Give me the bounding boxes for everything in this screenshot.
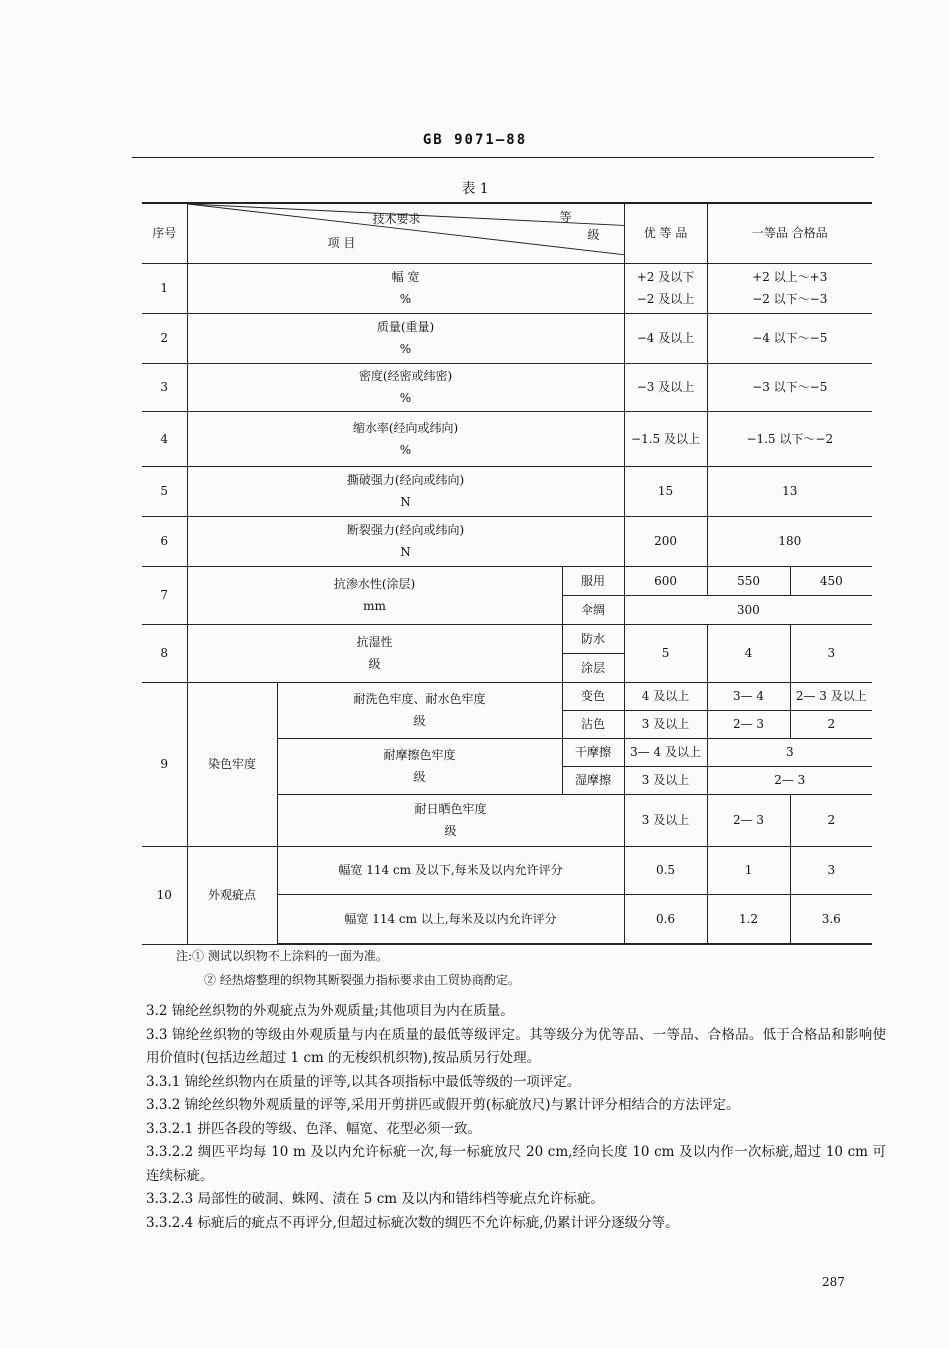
row-item-name: 耐摩擦色牢度 — [383, 748, 456, 762]
row-value: 5 — [624, 624, 707, 682]
row-item — [277, 682, 562, 738]
row-group: 外观疵点 — [187, 846, 277, 944]
row-other — [707, 263, 872, 313]
row-subitem: 沾色 — [562, 710, 624, 738]
row-seq: 10 — [142, 846, 187, 944]
head-tech: 技术要求 — [372, 212, 421, 226]
header-rule — [132, 157, 874, 158]
table-row — [142, 566, 872, 595]
row-value: 2— 3 — [707, 766, 872, 794]
paragraph: 3.3.2.1 拼匹各段的等级、色泽、幅宽、花型必须一致。 — [146, 1120, 482, 1137]
row-item-name: 质量(重量) — [376, 320, 435, 334]
row-seq: 2 — [142, 313, 187, 363]
table-row — [142, 624, 872, 653]
row-value: 0.6 — [624, 894, 707, 944]
row-item: 幅宽 114 cm 及以下,每米及以内允许评分 — [277, 846, 624, 894]
head-diagonal — [187, 203, 624, 263]
row-other-line: +2 以上～+3 — [752, 270, 828, 284]
paragraph: 3.3 锦纶丝织物的等级由外观质量与内在质量的最低等级评定。其等级分为优等品、一等品、合格品。低于合格品和影响使用价值时(包括边丝超过 1 cm 的无梭织机织物),按品质另行处理。 — [146, 1026, 886, 1066]
row-value: 2— 3 及以上 — [790, 682, 872, 710]
row-excellent — [624, 263, 707, 313]
row-item-name: 撕破强力(经向或纬向) — [346, 473, 465, 487]
row-item-name: 抗渗水性(涂层) — [333, 577, 416, 591]
row-subitem: 湿摩擦 — [562, 766, 624, 794]
row-item — [187, 516, 624, 566]
row-value: 3.6 — [790, 894, 872, 944]
body-text — [146, 1000, 886, 1235]
note-line: 注:① 测试以织物不上涂料的一面为准。 — [176, 949, 388, 963]
row-value: 550 — [707, 566, 790, 595]
table-row — [142, 313, 872, 363]
row-seq: 7 — [142, 566, 187, 624]
row-excellent: 15 — [624, 466, 707, 516]
table-row — [142, 363, 872, 411]
row-group: 染色牢度 — [187, 682, 277, 846]
row-value: 3 及以上 — [624, 766, 707, 794]
row-subitem: 干摩擦 — [562, 738, 624, 766]
row-item-name: 幅 宽 — [391, 270, 420, 284]
row-value: 3 及以上 — [624, 710, 707, 738]
head-item: 项 目 — [327, 236, 356, 250]
row-value: 3 — [790, 846, 872, 894]
row-item-name: 缩水率(经向或纬向) — [352, 420, 459, 435]
row-value: 3 — [790, 624, 872, 682]
row-seq: 6 — [142, 516, 187, 566]
row-item-unit: % — [399, 442, 412, 457]
row-item — [187, 363, 624, 411]
row-other: −1.5 以下～−2 — [707, 411, 872, 466]
row-value: 450 — [790, 566, 872, 595]
row-value: 2— 3 — [707, 794, 790, 846]
row-other: −4 以下～−5 — [707, 313, 872, 363]
row-value: 4 及以上 — [624, 682, 707, 710]
row-item-name: 断裂强力(经向或纬向) — [346, 523, 465, 537]
row-item-unit: % — [399, 342, 412, 356]
row-item-unit: 级 — [413, 714, 426, 728]
row-seq: 4 — [142, 411, 187, 466]
row-excellent: −4 及以上 — [624, 313, 707, 363]
table-head-row — [142, 203, 872, 263]
row-subitem: 变色 — [562, 682, 624, 710]
row-seq: 5 — [142, 466, 187, 516]
row-item-unit: 级 — [368, 657, 381, 671]
row-value: 0.5 — [624, 846, 707, 894]
row-item-name: 密度(经密或纬密) — [358, 369, 453, 383]
row-item-name: 耐洗色牢度、耐水色牢度 — [353, 692, 486, 706]
table-row — [142, 263, 872, 313]
head-grade-top: 等 — [559, 210, 572, 224]
table-row — [142, 466, 872, 516]
row-item-name: 抗湿性 — [356, 635, 393, 649]
row-value: 4 — [707, 624, 790, 682]
row-subitem: 涂层 — [562, 653, 624, 682]
row-value: 3— 4 — [707, 682, 790, 710]
row-value: 1.2 — [707, 894, 790, 944]
row-item — [187, 624, 562, 682]
row-item-unit: % — [399, 292, 412, 306]
table-row — [142, 682, 872, 710]
head-first-qualified: 一等品 合格品 — [707, 203, 872, 263]
row-seq: 3 — [142, 363, 187, 411]
standard-code: GB 9071—88 — [422, 132, 528, 148]
row-value: 3 及以上 — [624, 794, 707, 846]
row-other: 180 — [707, 516, 872, 566]
table-caption: 表 1 — [461, 181, 489, 197]
row-item-unit: N — [400, 545, 411, 559]
row-item — [277, 738, 562, 794]
spec-table — [142, 202, 872, 945]
row-item — [187, 313, 624, 363]
row-item — [187, 566, 562, 624]
table-row — [142, 411, 872, 466]
paragraph: 3.3.2 锦纶丝织物外观质量的评等,采用开剪拼匹或假开剪(标疵放尺)与累计评分相结合的方法评定。 — [146, 1097, 740, 1113]
row-item-unit: mm — [363, 599, 386, 613]
paragraph: 3.3.2.3 局部性的破洞、蛛网、渍在 5 cm 及以内和错纬档等疵点允许标疵。 — [146, 1191, 604, 1207]
head-excellent: 优 等 品 — [624, 203, 707, 263]
page-number: 287 — [822, 1275, 845, 1289]
row-item — [187, 466, 624, 516]
row-value: 2 — [790, 794, 872, 846]
row-item-unit: 级 — [444, 824, 457, 838]
row-value: 1 — [707, 846, 790, 894]
row-seq: 8 — [142, 624, 187, 682]
row-value: 3 — [707, 738, 872, 766]
row-value: 600 — [624, 566, 707, 595]
row-excellent-line: −2 及以上 — [636, 292, 695, 306]
row-value: 2— 3 — [707, 710, 790, 738]
row-other: −3 以下～−5 — [707, 363, 872, 411]
row-excellent: −1.5 及以上 — [624, 411, 707, 466]
row-excellent: −3 及以上 — [624, 363, 707, 411]
row-item: 幅宽 114 cm 以上,每米及以内允许评分 — [277, 894, 624, 944]
row-value: 2 — [790, 710, 872, 738]
row-item — [187, 411, 624, 466]
head-seq: 序号 — [142, 203, 187, 263]
paragraph: 3.2 锦纶丝织物的外观疵点为外观质量;其他项目为内在质量。 — [146, 1003, 514, 1019]
row-excellent: 200 — [624, 516, 707, 566]
head-grade-bottom: 级 — [587, 228, 600, 242]
row-item-unit: N — [400, 495, 411, 509]
row-item-unit: % — [399, 391, 412, 405]
row-item-name: 耐日晒色牢度 — [414, 802, 487, 816]
row-excellent-line: +2 及以下 — [636, 270, 695, 284]
table-row — [142, 846, 872, 894]
row-item — [277, 794, 624, 846]
row-seq: 9 — [142, 682, 187, 846]
paragraph: 3.3.2.4 标疵后的疵点不再评分,但超过标疵次数的绸匹不允许标疵,仍累计评分逐级分等。 — [146, 1214, 679, 1231]
row-subitem: 防水 — [562, 624, 624, 653]
row-item-unit: 级 — [413, 770, 426, 784]
paragraph: 3.3.1 锦纶丝织物内在质量的评等,以其各项指标中最低等级的一项评定。 — [146, 1073, 581, 1090]
paragraph: 3.3.2.2 绸匹平均每 10 m 及以内允许标疵一次,每一标疵放尺 20 cm,经向长度 10 cm 及以内作一次标疵,超过 10 cm 可连续标疵。 — [146, 1144, 886, 1184]
note-line: ② 经热熔整理的织物其断裂强力指标要求由工贸协商酌定。 — [204, 973, 520, 987]
row-subitem: 伞绸 — [562, 595, 624, 624]
row-other-line: −2 以下～−3 — [752, 292, 828, 306]
row-subitem: 服用 — [562, 566, 624, 595]
row-item — [187, 263, 624, 313]
table-row — [142, 516, 872, 566]
row-value: 300 — [624, 595, 872, 624]
table-notes — [176, 944, 520, 992]
row-value: 3— 4 及以上 — [624, 738, 707, 766]
row-other: 13 — [707, 466, 872, 516]
row-seq: 1 — [142, 263, 187, 313]
